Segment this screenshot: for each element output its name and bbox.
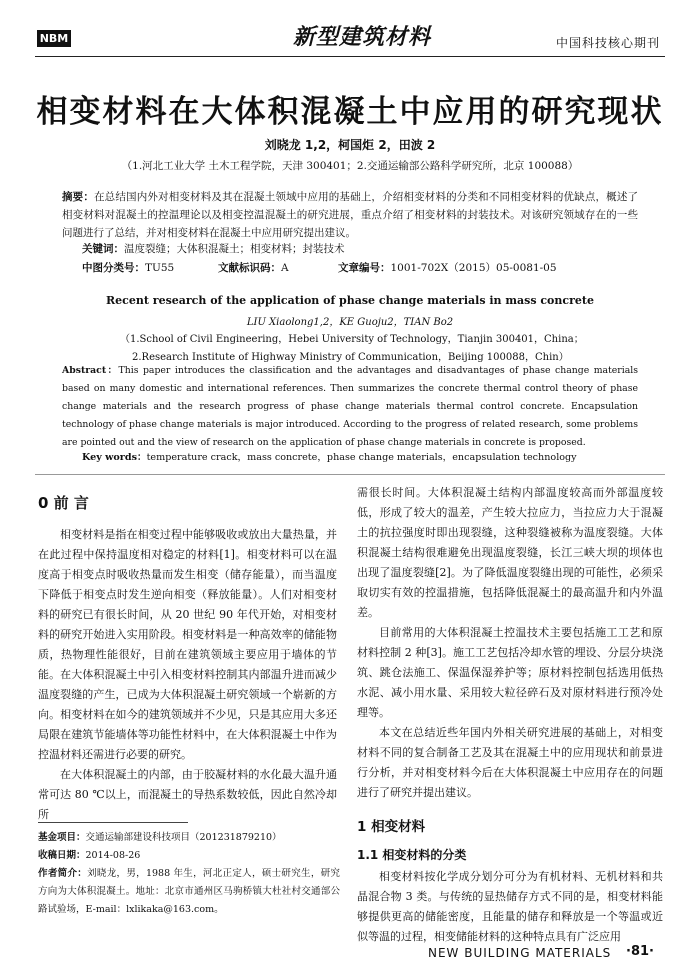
journal-script-title: 新型建筑材料 [292,24,431,50]
fund-label: 基金项目： [38,832,86,843]
page-title: 相变材料在大体积混凝土中应用的研究现状 [36,94,664,130]
footnote-rule [38,822,188,823]
clc-value: TU55 [145,262,175,274]
subsection-1-1-heading: 1.1 相变材料的分类 [357,848,467,862]
abstract-en-text: This paper introduces the classification and the advantages and disadvantages of phase change materials based on many domestic and international references. Then summarizes the concrete thermal control theory of phase change materials and the research progress of phase change materials thermal control concrete. Encapsulation technology of phase change materials is major introduced. According to the progress of related research, some problems are pointed out and the view of research on the application of phase change materials in concrete is proposed. [62,365,639,448]
article-number-label: 文章编号： [338,262,391,274]
affiliation-cn: （1.河北工业大学 土木工程学院，天津 300401；2.交通运输部公路科学研究所，北京 100088） [121,160,579,172]
left-column [38,525,337,825]
right-column [357,483,663,947]
keywords-en-text: temperature crack，mass concrete，phase change materials，encapsulation technology [146,452,577,463]
section-1-heading: 1 相变材料 [357,819,426,835]
journal-core-label: 中国科技核心期刊 [555,36,660,50]
intro-paragraph: 在大体积混凝土的内部，由于胶凝材料的水化最大温升通常可达 80 ℃以上，而混凝土的导热系数较低，因此自然冷却所 [38,768,337,821]
article-number-value: 1001-702X（2015）05-0081-05 [390,262,557,274]
affiliation-en-line: （1.School of Civil Engineering，Hebei University of Technology，Tianjin 300401，China； [120,334,584,345]
affiliation-en-line: 2.Research Institute of Highway Ministry of Communication，Beijing 100088，Chin） [132,352,569,363]
body-paragraph: 相变材料按化学成分划分可分为有机材料、无机材料和共晶混合物 3 类。与传统的显热储存方式不同的是，相变材料能够提供更高的储能密度，且能量的储存和释放是一个等温或近似等温的过程，相变储能材料的这种特点具有广泛应用 [357,870,663,943]
keywords-en-label: Key words： [82,452,147,463]
abstract-cn [62,188,638,242]
intro-paragraph-continued: 需很长时间。大体积混凝土结构内部温度较高而外部温度较低，形成了较大的温差，产生较大拉应力，当拉应力大于混凝土的抗拉强度时即出现裂缝，这种裂缝被称为温度裂缝。大体积混凝土结构很难避免出现温度裂缝，长江三峡大坝的坝体也出现了温度裂缝[2]。为了降低温度裂缝出现的可能性，必须采取切实有效的控温措施，包括降低混凝土的最高温升和内外温差。 [357,486,663,619]
intro-paragraph: 目前常用的大体积混凝土控温技术主要包括施工工艺和原材料控制 2 种[3]。施工工艺包括冷却水管的埋设、分层分块浇筑、跳仓法施工、保温保湿养护等；原材料控制包括选用低热水泥、减小用水量、采用较大粒径碎石及对原材料进行预冷处理等。 [357,626,663,719]
author-bio-text: 刘晓龙，男，1988 年生，河北正定人，硕士研究生，研究方向为大体积混凝土。地址：北京市通州区马驹桥镇大杜社村交通部公路试验场，E-mail：lxlikaka@163.com。 [38,868,340,915]
section-0-heading: 0 前 言 [38,494,89,512]
keywords-cn-text: 温度裂缝；大体积混凝土；相变材料；封装技术 [124,243,345,255]
keywords-cn-label: 关键词： [82,243,124,255]
abstract-en [62,362,638,452]
doc-code-value: A [281,262,289,274]
intro-paragraph: 相变材料是指在相变过程中能够吸收或放出大量热量，并在此过程中保持温度相对稳定的材料[1]。相变材料可以在温度高于相变点时吸收热量而发生相变（储存能量），而当温度下降低于相变点时发生逆向相变（释放能量）。人们对相变材料的研究已有很长时间，从 20 世纪 90 年代开始，对相变材料的研究开始进入实用阶段。相变材料是一种高效率的储能物质，热物理性能很好，目前在建筑领域主要应用于墙体的节能。在大体积混凝土中引入相变材料控制其内部温升进而减少温度裂缝的产生，已成为大体积混凝土研究领域一个崭新的方向。相变材料在如今的建筑领域并不少见，只是其应用大多还局限在建筑节能墙体等功能性材料中，在大体积混凝土中作为控温材料还需进行必要的研究。 [38,528,337,761]
abstract-cn-label: 摘要： [62,191,95,203]
doc-code-label: 文献标识码： [218,262,281,274]
footer-journal-name: NEW BUILDING MATERIALS [428,946,612,960]
intro-paragraph: 本文在总结近些年国内外相关研究进展的基础上，对相变材料不同的复合制备工艺及其在混凝土中的应用现状和前景进行分析，并对相变材料今后在大体积混凝土中应用存在的问题进行了研究并提出建议。 [357,726,663,799]
keywords-cn [82,241,345,256]
authors-en: LIU Xiaolong1,2，KE Guoju2，TIAN Bo2 [246,317,454,328]
received-text: 2014-08-26 [85,850,141,861]
authors-cn: 刘晓龙 1,2，柯国炬 2，田波 2 [264,138,436,152]
fund-text: 交通运输部建设科技项目（201231879210） [85,832,282,843]
journal-logo: NBM [37,30,71,47]
received-label: 收稿日期： [38,850,86,861]
keywords-en [82,449,577,463]
author-bio-label: 作者简介： [38,868,88,879]
clc-label: 中图分类号： [82,262,145,274]
abstract-en-label: Abstract： [62,365,119,376]
section-divider [35,474,665,475]
title-en: Recent research of the application of phase change materials in mass concrete [106,294,594,307]
footnotes [38,829,340,919]
header-rule [35,56,665,57]
page-number: ·81· [626,944,654,959]
abstract-cn-text: 在总结国内外对相变材料及其在混凝土领域中应用的基础上，介绍相变材料的分类和不同相变材料的优缺点，概述了相变材料对混凝土的控温理论以及相变控温混凝土的研究进展，重点介绍了相变材料的封装技术。对该研究领域存在的一些问题进行了总结，并对相变材料在混凝土中应用研究提出建议。 [62,191,639,239]
